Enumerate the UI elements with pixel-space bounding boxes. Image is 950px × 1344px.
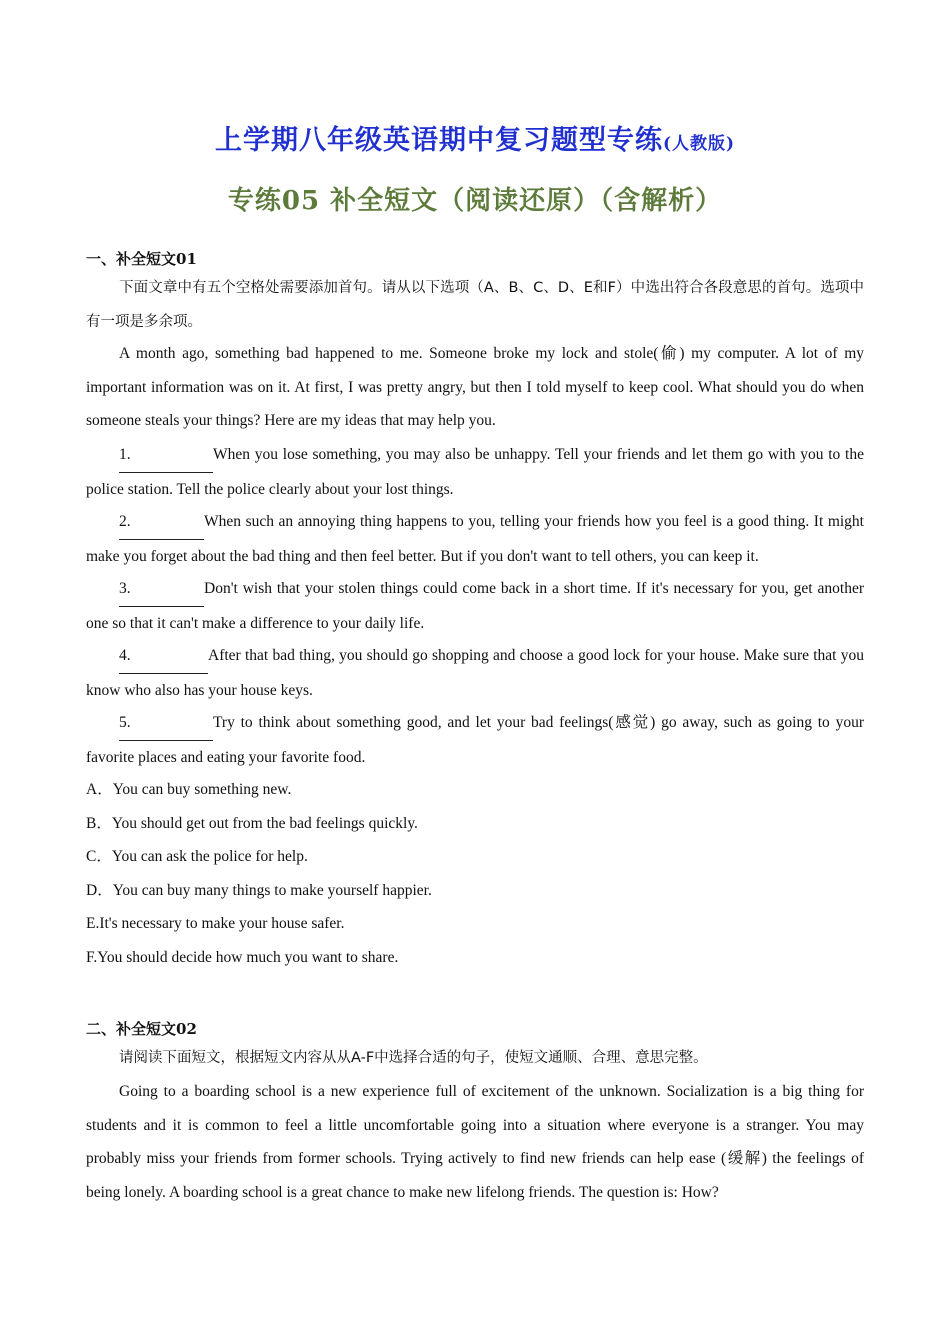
section-heading-1: 一、补全短文01 (86, 250, 197, 268)
document-subtitle: 专练05 补全短文（阅读还原）（含解析） (227, 186, 723, 216)
option-a: A．You can buy something new. (86, 781, 292, 798)
section-heading-2: 二、补全短文02 (86, 1020, 197, 1038)
question-3: 3. Don't wish that your stolen things could come back in a short time. If it's necessary for you, get another one so that it can't make a difference to your daily life. (86, 572, 864, 640)
option-f: F.You should decide how much you want to share. (86, 949, 399, 966)
title-edition: (人教版) (662, 134, 736, 154)
section-1-intro: A month ago, something bad happened to me. Someone broke my lock and stole(偷) my computer. A lot of my important information was on it. At first, I was pretty angry, but then I told myself to keep cool. What should you do when someone steals your things? Here are my ideas that may help you. (86, 345, 864, 429)
section-2-intro: Going to a boarding school is a new experience full of excitement of the unknown. Socialization is a big thing for students and it is common to feel a little uncomfortable going into a situation where everyone is a stranger. You may probably miss your friends from former schools. Trying actively to find new friends can help ease (缓解) the feelings of being lonely. A boarding school is a great chance to make new lifelong friends. The question is: How? (86, 1083, 864, 1201)
answer-blank-2[interactable]: 2. (119, 505, 204, 540)
question-1: 1. When you lose something, you may also be unhappy. Tell your friends and let them go with you to the police station. Tell the police clearly about your lost things. (86, 438, 864, 506)
question-2: 2. When such an annoying thing happens to you, telling your friends how you feel is a good thing. It might make you forget about the bad thing and then feel better. But if you don't want to tell others, you can keep it. (86, 505, 864, 573)
answer-blank-4[interactable]: 4. (119, 639, 208, 674)
answer-blank-3[interactable]: 3. (119, 572, 204, 607)
option-c: C．You can ask the police for help. (86, 848, 308, 865)
title-main: 上学期八年级英语期中复习题型专练 (214, 125, 663, 156)
option-e: E.It's necessary to make your house safer. (86, 915, 345, 932)
question-5: 5. Try to think about something good, and let your bad feelings(感觉) go away, such as going to your favorite places and eating your favorite food. (86, 706, 864, 774)
document-title (0, 118, 950, 157)
answer-blank-5[interactable]: 5. (119, 706, 213, 741)
answer-blank-1[interactable]: 1. (119, 438, 213, 473)
option-d: D．You can buy many things to make yourself happier. (86, 882, 432, 899)
section-2-instruction: 请阅读下面短文，根据短文内容从从A-F中选择合适的句子，使短文通顺、合理、意思完整。 (119, 1050, 708, 1066)
option-b: B．You should get out from the bad feelings quickly. (86, 815, 418, 832)
question-4: 4. After that bad thing, you should go shopping and choose a good lock for your house. Make sure that you know who also has your house keys. (86, 639, 864, 707)
section-1-instruction: 下面文章中有五个空格处需要添加首句。请从以下选项（A、B、C、D、E和F）中选出符合各段意思的首句。选项中有一项是多余项。 (86, 280, 864, 330)
